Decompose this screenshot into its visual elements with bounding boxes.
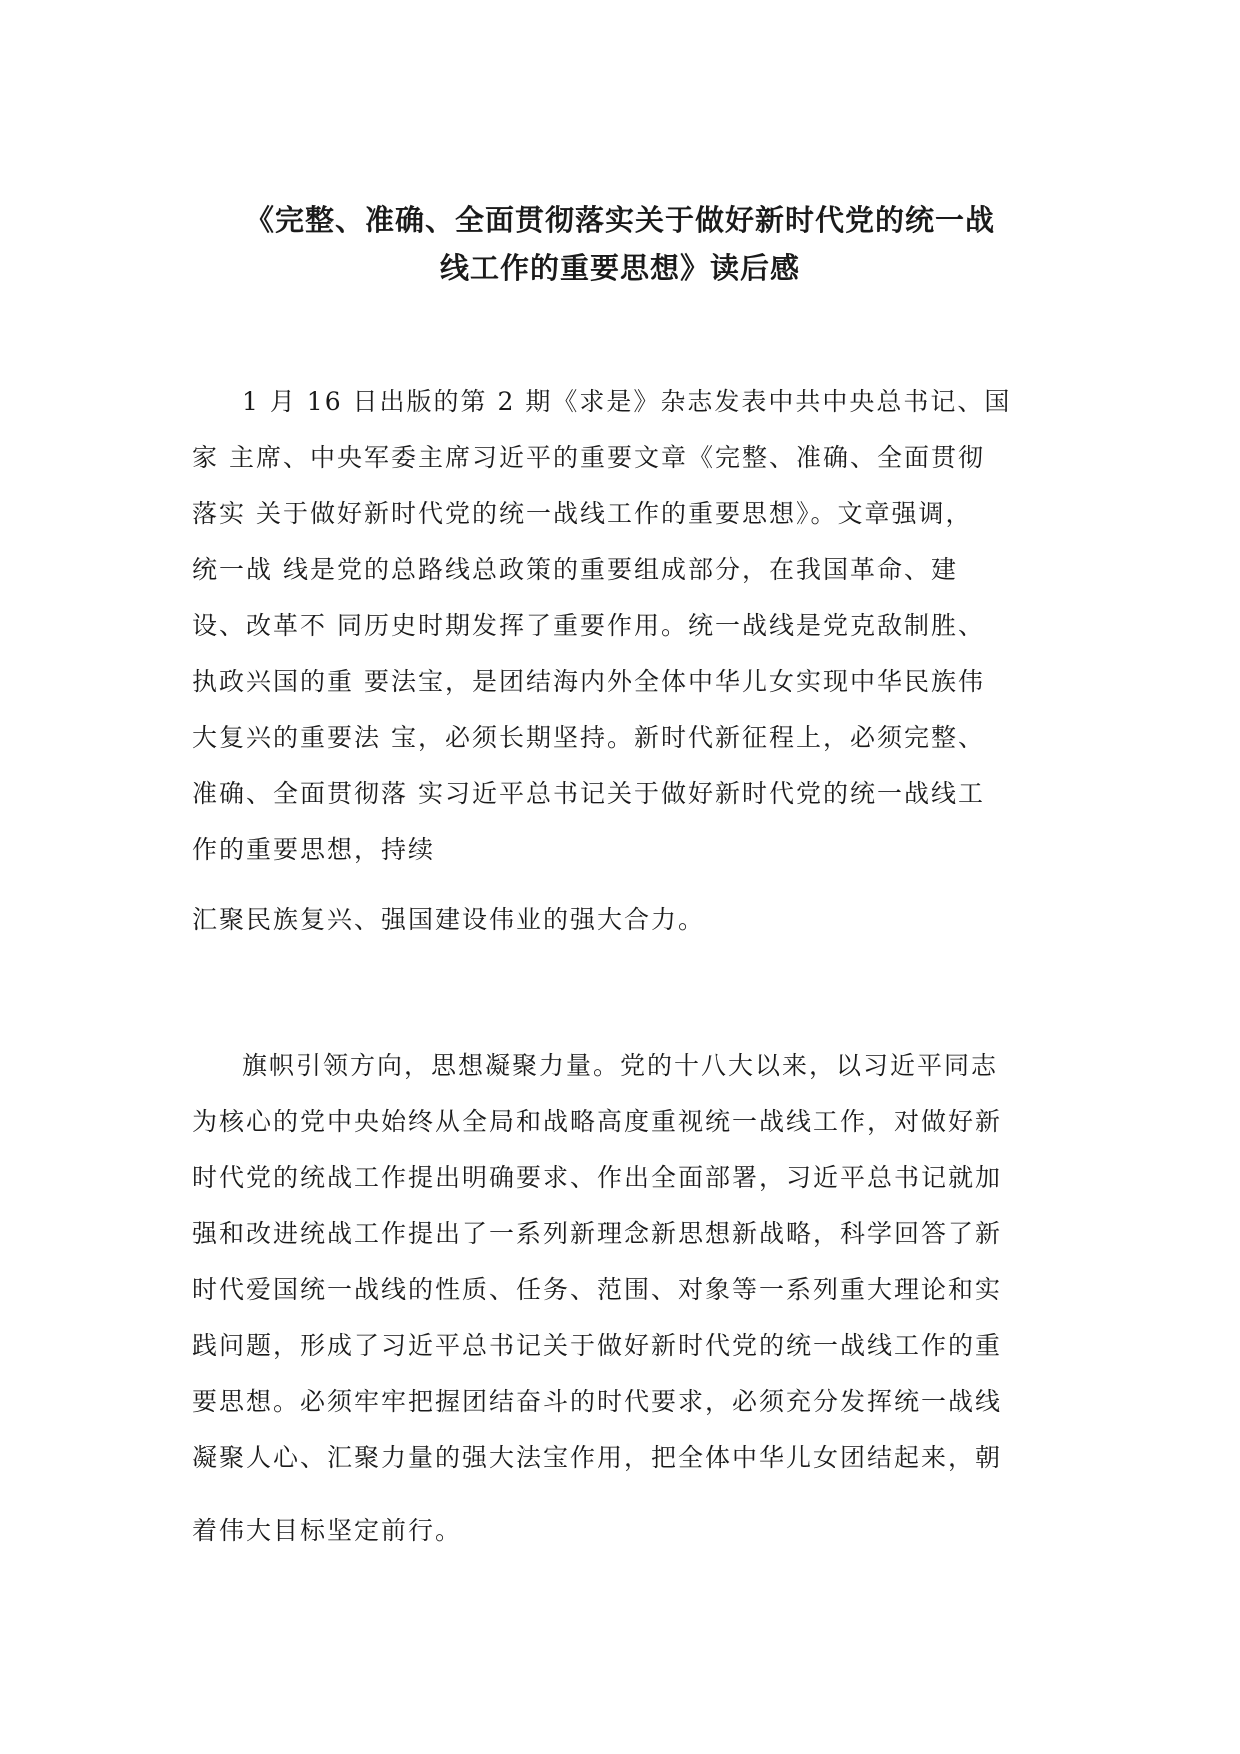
paragraph-2-line: 要思想。必须牢牢把握团结奋斗的时代要求，必须充分发挥统一战线 <box>192 1387 1003 1416</box>
paragraph-2-tail-line: 着伟大目标坚定前行。 <box>192 1516 463 1545</box>
paragraph-2 <box>192 1038 1052 1486</box>
title-line-2: 线工作的重要思想》读后感 <box>439 251 800 285</box>
paragraph-1-line: 家 主席、中央军委主席习近平的重要文章《完整、准确、全面贯彻 <box>192 443 985 472</box>
paragraph-2-line: 凝聚人心、汇聚力量的强大法宝作用，把全体中华儿女团结起来，朝 <box>192 1443 1003 1472</box>
paragraph-1-line: 落实 关于做好新时代党的统一战线工作的重要思想》。文章强调， <box>192 499 973 528</box>
paragraph-1-line: 准确、全面贯彻落 实习近平总书记关于做好新时代党的统一战线工 <box>192 779 985 808</box>
paragraph-1-line: 执政兴国的重 要法宝，是团结海内外全体中华儿女实现中华民族伟 <box>192 667 985 696</box>
paragraph-2-line: 践问题，形成了习近平总书记关于做好新时代党的统一战线工作的重 <box>192 1331 1003 1360</box>
paragraph-1-tail <box>192 892 1052 948</box>
paragraph-1 <box>192 374 1052 878</box>
title-line-1: 《完整、准确、全面贯彻落实关于做好新时代党的统一战 <box>244 203 995 237</box>
paragraph-1-line: 1 月 16 日出版的第 2 期《求是》杂志发表中共中央总书记、国 <box>242 387 1012 416</box>
paragraph-2-line: 为核心的党中央始终从全局和战略高度重视统一战线工作，对做好新 <box>192 1107 1003 1136</box>
paragraph-1-line: 大复兴的重要法 宝，必须长期坚持。新时代新征程上，必须完整、 <box>192 723 985 752</box>
paragraph-2-line: 强和改进统战工作提出了一系列新理念新思想新战略，科学回答了新 <box>192 1219 1003 1248</box>
paragraph-2-line: 时代爱国统一战线的性质、任务、范围、对象等一系列重大理论和实 <box>192 1275 1003 1304</box>
paragraph-2-line: 旗帜引领方向，思想凝聚力量。党的十八大以来，以习近平同志 <box>242 1051 999 1080</box>
paragraph-1-tail-line: 汇聚民族复兴、强国建设伟业的强大合力。 <box>192 905 706 934</box>
paragraph-2-line: 时代党的统战工作提出明确要求、作出全面部署，习近平总书记就加 <box>192 1163 1003 1192</box>
paragraph-1-line: 统一战 线是党的总路线总政策的重要组成部分，在我国革命、建 <box>192 555 958 584</box>
document-title <box>150 196 1090 292</box>
paragraph-2-tail <box>192 1503 1052 1559</box>
paragraph-1-line: 作的重要思想，持续 <box>192 835 436 864</box>
paragraph-1-line: 设、改革不 同历史时期发挥了重要作用。统一战线是党克敌制胜、 <box>192 611 985 640</box>
